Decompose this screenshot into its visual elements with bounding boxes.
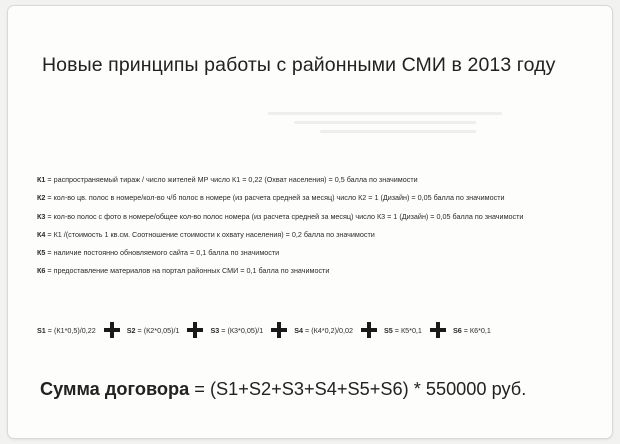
contract-sum-formula [40,379,526,400]
formula-term-s1 [37,326,96,335]
definition-k4 [37,230,607,248]
contract-sum-expression: = (S1+S2+S3+S4+S5+S6) * 550000 руб. [189,379,527,399]
definition-k5 [37,248,607,266]
term-label: S6 [452,325,462,335]
formula-term-s4 [294,326,353,335]
term-label: S4 [294,325,304,335]
score-formula [37,319,597,341]
definition-label: К6 [37,266,46,276]
term-label: S5 [383,325,393,335]
term-text: = К6*0,1 [461,325,491,335]
term-text: = (К1*0,5)/0,22 [45,325,96,335]
formula-term-s3 [210,326,263,335]
plus-icon [361,322,377,338]
formula-term-s2 [127,326,180,335]
term-text: = (К4*0,2)/0,02 [303,325,353,335]
plus-icon [271,322,287,338]
definition-label: К3 [37,211,46,221]
plus-icon [430,322,446,338]
term-label: S2 [126,325,136,335]
formula-term-s5 [384,326,422,335]
definition-label: К5 [37,248,46,258]
contract-sum-label: Сумма договора [40,379,190,399]
definition-k2 [37,193,607,211]
definition-label: К2 [37,193,46,203]
definition-k1 [37,175,607,193]
definition-text: = кол-во цв. полос в номере/кол-во ч/б полос в номере (из расчета средней за месяц) число К2 = 1 (Дизайн) = 0,05 балла по значимости [45,193,505,203]
definition-label: К4 [37,229,46,239]
term-text: = (К3*0,05)/1 [219,325,264,335]
coefficient-definitions [37,175,607,285]
definition-label: К1 [37,175,46,184]
definition-text: = кол-во полос с фото в номере/общее кол-во полос номера (из расчета средней за месяц) число К3 = 1 (Дизайн) = 0,05 балла по значимости [45,211,524,221]
plus-icon [104,322,120,338]
definition-text: = распространяемый тираж / число жителей МР число К1 = 0,22 (Охват населения) = 0,5 балла по значимости [45,175,418,184]
term-text: = (К2*0,05)/1 [135,325,180,335]
document-page [8,6,612,438]
term-label: S3 [210,325,220,335]
formula-term-s6 [453,326,491,335]
faded-bleed-through [268,106,528,146]
term-text: = К5*0,1 [392,325,422,335]
definition-k6 [37,266,607,284]
term-label: S1 [37,325,46,335]
page-title: Новые принципы работы с районными СМИ в 2013 году [42,54,556,76]
plus-icon [187,322,203,338]
definition-text: = наличие постоянно обновляемого сайта = 0,1 балла по значимости [45,248,280,258]
definition-text: = К1 /(стоимость 1 кв.см. Соотношение стоимости к охвату населения) = 0,2 балла по значимости [45,229,375,239]
definition-text: = предоставление материалов на портал районных СМИ = 0,1 балла по значимости [45,266,330,276]
definition-k3 [37,212,607,230]
